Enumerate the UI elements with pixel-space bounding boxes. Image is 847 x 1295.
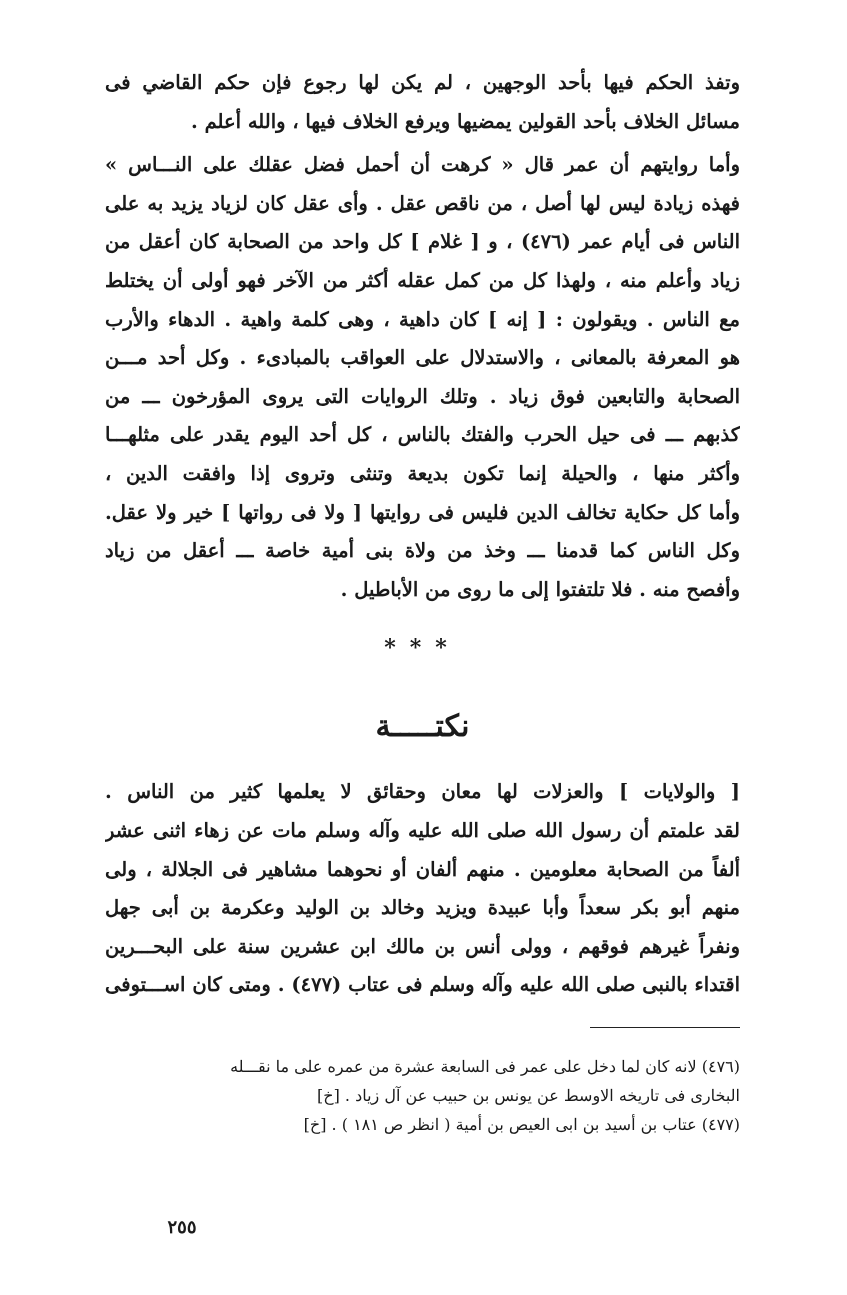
footnotes [105, 1052, 740, 1139]
text-line: لقد علمتم أن رسول الله صلى الله عليه وآله وسلم مات عن زهاء اثنى عشر [105, 818, 740, 842]
text-line: الصحابة والتابعين فوق زياد . وتلك الروايات التى يروى المؤرخون ـــ من [105, 384, 740, 408]
text-line: مع الناس . ويقولون : [ إنه ] كان داهية ، وهى كلمة واهية . الدهاء والأرب [105, 307, 740, 331]
text-line: وأفصح منه . فلا تلتفتوا إلى ما روى من الأباطيل . [340, 577, 740, 601]
text-line: ألفاً من الصحابة معلومين . منهم ألفان أو نحوهما مشاهير فى الجلالة ، ولى [105, 857, 740, 881]
text-line: وأما كل حكاية تخالف الدين فليس فى روايتها [ ولا فى رواتها ] خير ولا عقل. [105, 500, 740, 524]
footnote-line: (٤٧٧) عتاب بن أسيد بن ابى العيص بن أمية ( انظر ص ١٨١ ) . [خ] [303, 1114, 740, 1134]
page-number: ٢٥٥ [167, 1217, 197, 1238]
page-body [105, 64, 740, 1139]
footnote-divider [590, 1027, 740, 1028]
text-line: وكل الناس كما قدمنا ـــ وخذ من ولاة بنى أمية خاصة ـــ أعقل من زياد [105, 539, 740, 563]
text-line: وأما روايتهم أن عمر قال « كرهت أن أحمل فضل عقلك على النـــاس » [105, 153, 740, 177]
text-line: وتفذ الحكم فيها بأحد الوجهين ، لم يكن لها رجوع فإن حكم القاضي فى [105, 71, 740, 94]
text-line: الناس فى أيام عمر (٤٧٦) ، و [ غلام ] كل واحد من الصحابة كان أعقل من [105, 230, 740, 254]
paragraph-3 [105, 773, 740, 1005]
text-line: ونفراً غيرهم فوقهم ، وولى أنس بن مالك ابن عشرين سنة على البحـــرين [105, 934, 740, 958]
paragraph-2 [105, 146, 740, 609]
text-line: زياد وأعلم منه ، ولهذا كل من كمل عقله أكثر من الآخر فهو أولى أن يختلط [105, 268, 740, 292]
text-line: منهم أبو بكر سعداً وأبا عبيدة ويزيد وخالد بن الوليد وعكرمة بن أبى جهل [105, 896, 740, 920]
footnote-line: البخارى فى تاريخه الاوسط عن يونس بن حبيب عن آل زياد . [خ] [317, 1085, 740, 1105]
text-line: كذبهم ـــ فى حيل الحرب والفتك بالناس ، كل أحد اليوم يقدر على مثلهـــا [105, 423, 740, 447]
text-line: اقتداء بالنبى صلى الله عليه وآله وسلم فى عتاب (٤٧٧) . ومتى كان اســـتوفى [105, 973, 740, 997]
section-separator: *** [384, 635, 461, 662]
footnote-line: (٤٧٦) لانه كان لما دخل على عمر فى السابعة عشرة من عمره على ما نقـــله [230, 1056, 740, 1076]
text-line: فهذه زيادة ليس لها أصل ، من ناقص عقل . وأى عقل كان لزياد يزيد به على [105, 191, 740, 215]
text-line: وأكثر منها ، والحيلة إنما تكون بديعة وتنثى وتروى إذا وافقت الدين ، [105, 461, 740, 485]
text-line: مسائل الخلاف بأحد القولين يمضيها ويرفع الخلاف فيها ، والله أعلم . [191, 109, 740, 133]
text-line: [ والولايات ] والعزلات لها معان وحقائق لا يعلمها كثير من الناس . [105, 780, 740, 804]
text-line: هو المعرفة بالمعانى ، والاستدلال على العواقب بالمبادىء . وكل أحد مـــن [105, 346, 740, 370]
paragraph-1 [105, 64, 740, 141]
section-heading: نكتـــــة [375, 709, 470, 745]
